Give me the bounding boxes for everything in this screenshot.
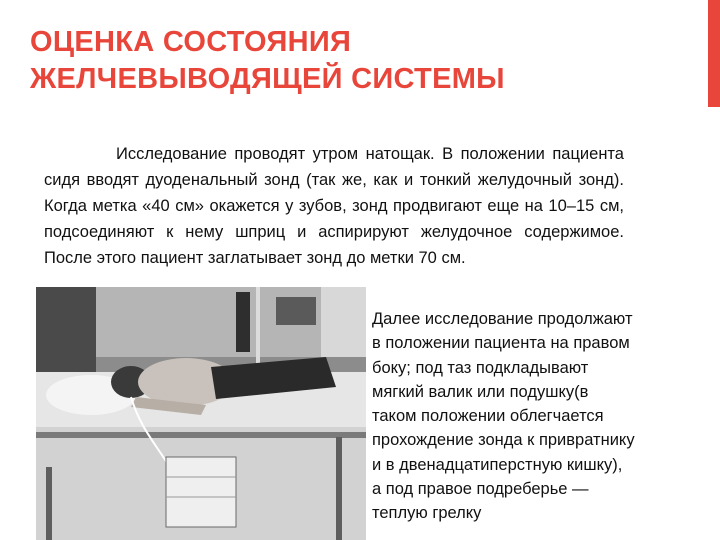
side-line-3: боку; под таз подкладывают [372, 358, 589, 377]
side-line-7: и в двенадцатиперстную кишку), [372, 455, 623, 474]
side-line-4: мягкий валик или подушку(в [372, 382, 589, 401]
side-line-9: теплую грелку [372, 504, 482, 523]
accent-bar [708, 0, 720, 107]
body-text: Исследование проводят утром натощак. В положении пациента сидя вводят дуоденальный зонд (так же, как и тонкий желудочный зонд). Когда метка «40 см» окажется у зубов, зонд продвигают еще на 10–15 см, подсоединяют к нему шприц и аспирируют желудочное содержимое. После этого пациент заглатывает зонд до метки 70 см. [44, 145, 624, 267]
side-line-6: прохождение зонда к привратнику [372, 431, 635, 450]
side-text [372, 307, 708, 526]
side-line-5: таком положении облегчается [372, 407, 604, 426]
side-line-2: в положении пациента на правом [372, 334, 630, 353]
slide-title [30, 24, 690, 98]
side-line-8: а под правое подреберье — [372, 480, 589, 499]
patient-lying-on-bed-photo-icon [36, 287, 366, 540]
patient-photo [36, 287, 366, 540]
title-line-1: ОЦЕНКА СОСТОЯНИЯ [30, 26, 352, 58]
title-line-2: ЖЕЛЧЕВЫВОДЯЩЕЙ СИСТЕМЫ [30, 63, 505, 95]
side-line-1: Далее исследование продолжают [372, 310, 633, 328]
